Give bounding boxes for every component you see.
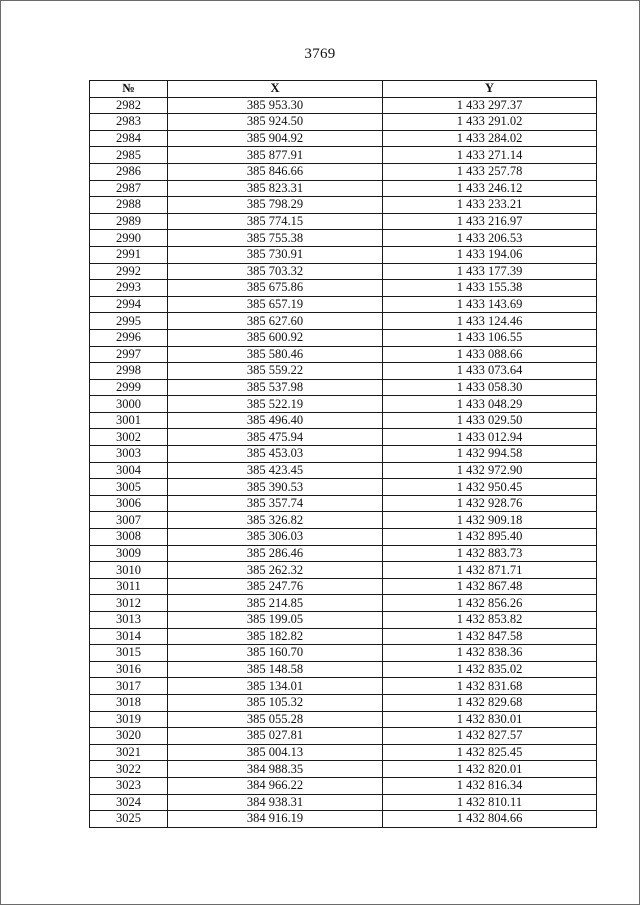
cell-x: 384 966.22 <box>168 777 383 794</box>
cell-number: 2989 <box>90 213 168 230</box>
cell-y: 1 433 106.55 <box>383 329 597 346</box>
cell-number: 2996 <box>90 329 168 346</box>
cell-y: 1 432 895.40 <box>383 529 597 546</box>
cell-number: 3002 <box>90 429 168 446</box>
cell-number: 3024 <box>90 794 168 811</box>
table-row <box>90 645 597 662</box>
table-row <box>90 678 597 695</box>
cell-number: 2987 <box>90 180 168 197</box>
cell-x: 385 214.85 <box>168 595 383 612</box>
cell-y: 1 432 871.71 <box>383 562 597 579</box>
cell-x: 385 105.32 <box>168 694 383 711</box>
cell-y: 1 433 177.39 <box>383 263 597 280</box>
cell-y: 1 433 143.69 <box>383 296 597 313</box>
cell-x: 385 247.76 <box>168 578 383 595</box>
table-row <box>90 529 597 546</box>
cell-y: 1 432 829.68 <box>383 694 597 711</box>
cell-y: 1 432 835.02 <box>383 661 597 678</box>
table-row <box>90 777 597 794</box>
cell-y: 1 433 155.38 <box>383 280 597 297</box>
table-row <box>90 794 597 811</box>
table-row <box>90 396 597 413</box>
cell-number: 3017 <box>90 678 168 695</box>
table-row <box>90 661 597 678</box>
coordinates-table <box>89 80 597 828</box>
cell-y: 1 432 867.48 <box>383 578 597 595</box>
cell-x: 385 924.50 <box>168 114 383 131</box>
cell-number: 3001 <box>90 412 168 429</box>
cell-y: 1 433 271.14 <box>383 147 597 164</box>
table-row <box>90 512 597 529</box>
cell-y: 1 432 909.18 <box>383 512 597 529</box>
cell-number: 2990 <box>90 230 168 247</box>
cell-number: 3023 <box>90 777 168 794</box>
table-row <box>90 346 597 363</box>
cell-number: 3014 <box>90 628 168 645</box>
table-row <box>90 694 597 711</box>
table-row <box>90 180 597 197</box>
cell-x: 385 357.74 <box>168 495 383 512</box>
cell-x: 385 755.38 <box>168 230 383 247</box>
cell-y: 1 432 838.36 <box>383 645 597 662</box>
cell-number: 3021 <box>90 744 168 761</box>
cell-x: 385 904.92 <box>168 130 383 147</box>
cell-y: 1 433 058.30 <box>383 379 597 396</box>
table-row <box>90 97 597 114</box>
table-row <box>90 811 597 828</box>
cell-number: 2997 <box>90 346 168 363</box>
table-row <box>90 296 597 313</box>
cell-y: 1 432 827.57 <box>383 728 597 745</box>
table-row <box>90 545 597 562</box>
cell-x: 385 580.46 <box>168 346 383 363</box>
cell-number: 3008 <box>90 529 168 546</box>
cell-x: 385 027.81 <box>168 728 383 745</box>
cell-x: 385 675.86 <box>168 280 383 297</box>
table-row <box>90 246 597 263</box>
table-row <box>90 329 597 346</box>
cell-x: 385 055.28 <box>168 711 383 728</box>
cell-x: 385 453.03 <box>168 446 383 463</box>
cell-y: 1 433 284.02 <box>383 130 597 147</box>
cell-y: 1 432 994.58 <box>383 446 597 463</box>
cell-number: 3004 <box>90 462 168 479</box>
cell-x: 385 953.30 <box>168 97 383 114</box>
cell-number: 3025 <box>90 811 168 828</box>
table-row <box>90 147 597 164</box>
table-row <box>90 263 597 280</box>
cell-x: 385 877.91 <box>168 147 383 164</box>
cell-y: 1 432 950.45 <box>383 479 597 496</box>
table-row <box>90 578 597 595</box>
cell-x: 385 600.92 <box>168 329 383 346</box>
cell-y: 1 433 291.02 <box>383 114 597 131</box>
cell-number: 3010 <box>90 562 168 579</box>
cell-x: 385 423.45 <box>168 462 383 479</box>
table-row <box>90 495 597 512</box>
cell-y: 1 432 831.68 <box>383 678 597 695</box>
cell-x: 385 199.05 <box>168 612 383 629</box>
table-row <box>90 213 597 230</box>
cell-y: 1 433 216.97 <box>383 213 597 230</box>
table-row <box>90 280 597 297</box>
cell-y: 1 432 825.45 <box>383 744 597 761</box>
cell-x: 385 657.19 <box>168 296 383 313</box>
cell-number: 3006 <box>90 495 168 512</box>
cell-y: 1 433 206.53 <box>383 230 597 247</box>
table-row <box>90 462 597 479</box>
cell-y: 1 433 124.46 <box>383 313 597 330</box>
cell-number: 2988 <box>90 197 168 214</box>
header-x: X <box>168 81 383 98</box>
cell-number: 3000 <box>90 396 168 413</box>
cell-x: 385 160.70 <box>168 645 383 662</box>
cell-x: 384 988.35 <box>168 761 383 778</box>
table-row <box>90 479 597 496</box>
cell-y: 1 433 257.78 <box>383 163 597 180</box>
cell-number: 2993 <box>90 280 168 297</box>
cell-number: 2994 <box>90 296 168 313</box>
table-row <box>90 728 597 745</box>
table-row <box>90 429 597 446</box>
cell-y: 1 432 883.73 <box>383 545 597 562</box>
cell-number: 2985 <box>90 147 168 164</box>
cell-number: 3009 <box>90 545 168 562</box>
cell-number: 2992 <box>90 263 168 280</box>
cell-y: 1 433 297.37 <box>383 97 597 114</box>
cell-y: 1 432 928.76 <box>383 495 597 512</box>
cell-x: 384 916.19 <box>168 811 383 828</box>
cell-number: 3005 <box>90 479 168 496</box>
cell-number: 2999 <box>90 379 168 396</box>
cell-number: 3007 <box>90 512 168 529</box>
cell-y: 1 433 029.50 <box>383 412 597 429</box>
cell-y: 1 433 048.29 <box>383 396 597 413</box>
cell-number: 2982 <box>90 97 168 114</box>
table-row <box>90 628 597 645</box>
cell-y: 1 432 810.11 <box>383 794 597 811</box>
cell-x: 385 798.29 <box>168 197 383 214</box>
table-row <box>90 446 597 463</box>
cell-x: 385 703.32 <box>168 263 383 280</box>
cell-x: 384 938.31 <box>168 794 383 811</box>
table-row <box>90 761 597 778</box>
cell-x: 385 134.01 <box>168 678 383 695</box>
header-row <box>90 81 597 98</box>
table-row <box>90 379 597 396</box>
cell-number: 3018 <box>90 694 168 711</box>
table-row <box>90 412 597 429</box>
cell-x: 385 823.31 <box>168 180 383 197</box>
cell-x: 385 390.53 <box>168 479 383 496</box>
table-body <box>90 97 597 827</box>
cell-y: 1 433 073.64 <box>383 363 597 380</box>
table-row <box>90 130 597 147</box>
cell-y: 1 432 853.82 <box>383 612 597 629</box>
cell-number: 3016 <box>90 661 168 678</box>
cell-y: 1 432 847.58 <box>383 628 597 645</box>
cell-x: 385 627.60 <box>168 313 383 330</box>
table-row <box>90 711 597 728</box>
cell-y: 1 432 830.01 <box>383 711 597 728</box>
cell-x: 385 846.66 <box>168 163 383 180</box>
cell-x: 385 559.22 <box>168 363 383 380</box>
table-row <box>90 612 597 629</box>
cell-x: 385 326.82 <box>168 512 383 529</box>
cell-x: 385 496.40 <box>168 412 383 429</box>
header-y: Y <box>383 81 597 98</box>
table-header <box>90 81 597 98</box>
table-row <box>90 230 597 247</box>
cell-number: 2986 <box>90 163 168 180</box>
table-row <box>90 114 597 131</box>
cell-number: 3020 <box>90 728 168 745</box>
table-row <box>90 595 597 612</box>
cell-x: 385 537.98 <box>168 379 383 396</box>
cell-x: 385 286.46 <box>168 545 383 562</box>
cell-y: 1 432 804.66 <box>383 811 597 828</box>
cell-y: 1 432 820.01 <box>383 761 597 778</box>
cell-number: 3003 <box>90 446 168 463</box>
cell-number: 3011 <box>90 578 168 595</box>
cell-y: 1 433 233.21 <box>383 197 597 214</box>
table-row <box>90 163 597 180</box>
cell-y: 1 433 194.06 <box>383 246 597 263</box>
table-row <box>90 313 597 330</box>
cell-x: 385 306.03 <box>168 529 383 546</box>
cell-number: 3015 <box>90 645 168 662</box>
cell-y: 1 433 246.12 <box>383 180 597 197</box>
cell-number: 2995 <box>90 313 168 330</box>
cell-x: 385 262.32 <box>168 562 383 579</box>
cell-x: 385 522.19 <box>168 396 383 413</box>
cell-number: 2983 <box>90 114 168 131</box>
table-row <box>90 744 597 761</box>
table-row <box>90 197 597 214</box>
cell-number: 3022 <box>90 761 168 778</box>
cell-number: 3013 <box>90 612 168 629</box>
cell-x: 385 774.15 <box>168 213 383 230</box>
cell-number: 2998 <box>90 363 168 380</box>
cell-x: 385 004.13 <box>168 744 383 761</box>
page-number: 3769 <box>304 46 336 62</box>
cell-y: 1 432 816.34 <box>383 777 597 794</box>
cell-number: 2984 <box>90 130 168 147</box>
cell-x: 385 475.94 <box>168 429 383 446</box>
cell-y: 1 432 972.90 <box>383 462 597 479</box>
cell-number: 3012 <box>90 595 168 612</box>
cell-number: 2991 <box>90 246 168 263</box>
cell-x: 385 182.82 <box>168 628 383 645</box>
cell-x: 385 148.58 <box>168 661 383 678</box>
cell-y: 1 433 012.94 <box>383 429 597 446</box>
table-row <box>90 363 597 380</box>
cell-number: 3019 <box>90 711 168 728</box>
cell-y: 1 433 088.66 <box>383 346 597 363</box>
table-row <box>90 562 597 579</box>
cell-x: 385 730.91 <box>168 246 383 263</box>
header-number: № <box>90 81 168 98</box>
cell-y: 1 432 856.26 <box>383 595 597 612</box>
